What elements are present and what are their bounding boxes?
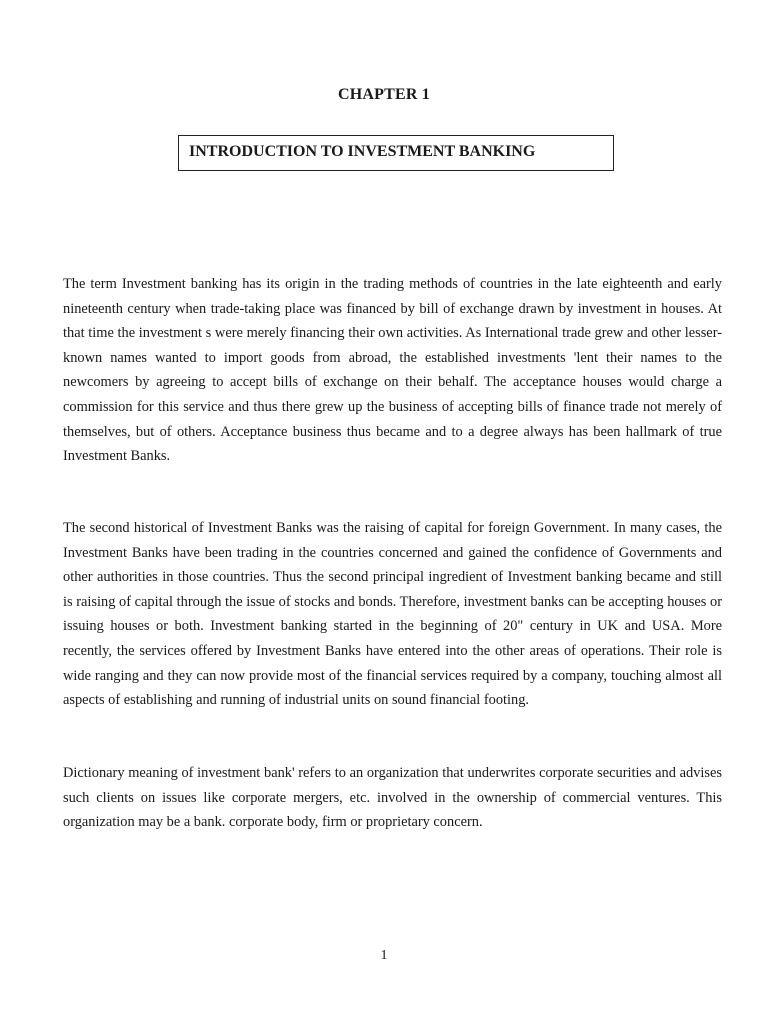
paragraph-definition: Dictionary meaning of investment bank' refers to an organization that underwrites corporate securities and advises such clients on issues like corporate mergers, etc. involved in the ownership of commercial ventures. This organization may be a bank. corporate body, firm or proprietary concern.	[63, 765, 722, 831]
chapter-title-box	[178, 135, 614, 171]
paragraph-origin: The term Investment banking has its origin in the trading methods of countries in the late eighteenth and early nineteenth century when trade-taking place was financed by bill of exchange drawn by investment in houses. At that time the investment s were merely financing their own activities. As International trade grew and other lesser-known names wanted to import goods from abroad, the established investments 'lent their names to the newcomers by agreeing to accept bills of exchange on their behalf. The acceptance houses would charge a commission for this service and thus there grew up the business of accepting bills of finance trade not merely of themselves, but of others. Acceptance business thus became and to a degree always has been hallmark of true Investment Banks.	[63, 276, 722, 465]
page-number: 1	[380, 948, 388, 963]
chapter-title: INTRODUCTION TO INVESTMENT BANKING	[189, 143, 536, 160]
paragraph-history: The second historical of Investment Banks was the raising of capital for foreign Government. In many cases, the Investment Banks have been trading in the countries concerned and gained the confidence of Governments and other authorities in those countries. Thus the second principal ingredient of Investment banking became and still is raising of capital through the issue of stocks and bonds. Therefore, investment banks can be accepting houses or issuing houses or both. Investment banking started in the beginning of 20" century in UK and USA. More recently, the services offered by Investment Banks have entered into the other areas of operations. Their role is wide ranging and they can now provide most of the financial services required by a company, touching almost all aspects of establishing and running of industrial units on sound financial footing.	[63, 520, 722, 709]
chapter-heading: CHAPTER 1	[337, 86, 431, 103]
